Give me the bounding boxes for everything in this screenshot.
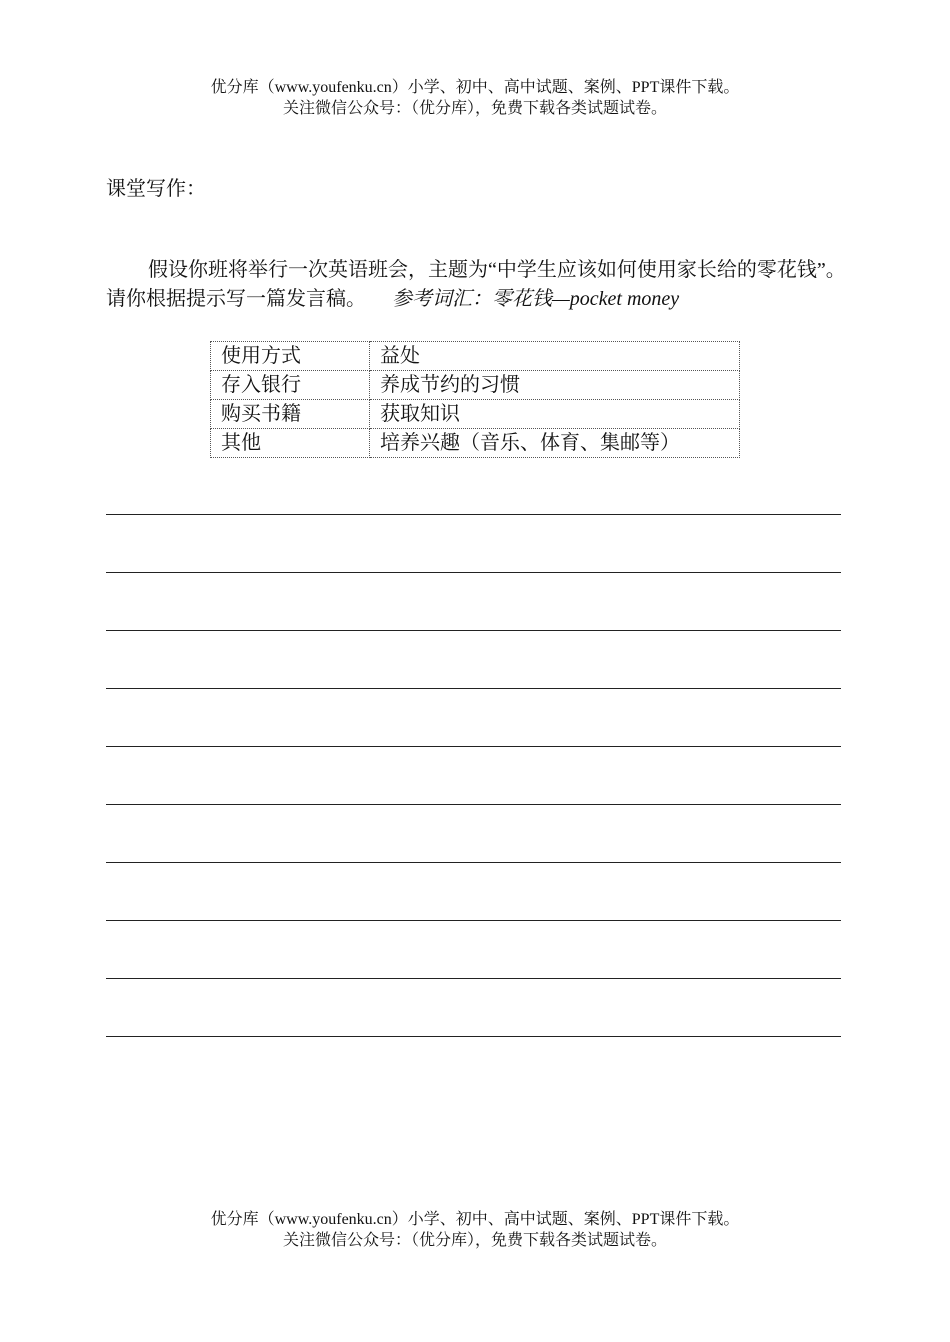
header-line-2: 关注微信公众号：（优分库），免费下载各类试题试卷。 — [282, 100, 667, 117]
table-cell: 购买书籍 — [211, 400, 370, 429]
table-header-cell: 益处 — [370, 342, 740, 371]
footer-line-2: 关注微信公众号：（优分库），免费下载各类试题试卷。 — [282, 1232, 667, 1249]
answer-line[interactable] — [106, 485, 841, 515]
usage-table — [210, 341, 740, 458]
answer-line[interactable] — [106, 659, 841, 689]
answer-line[interactable] — [106, 543, 841, 573]
table-header-cell: 使用方式 — [211, 342, 370, 371]
answer-line[interactable] — [106, 1007, 841, 1037]
table-row — [211, 371, 740, 400]
table-cell: 获取知识 — [370, 400, 740, 429]
answer-line[interactable] — [106, 891, 841, 921]
writing-prompt — [106, 256, 846, 314]
header-line-1: 优分库（www.youfenku.cn）小学、初中、高中试题、案例、PPT课件下载。 — [210, 79, 740, 96]
table-cell: 培养兴趣（音乐、体育、集邮等） — [370, 429, 740, 458]
section-title: 课堂写作： — [106, 178, 206, 200]
answer-line[interactable] — [106, 775, 841, 805]
table-header-row — [211, 342, 740, 371]
reference-vocabulary: 参考词汇：零花钱—pocket money — [392, 288, 680, 310]
table-row — [211, 400, 740, 429]
page-header — [0, 77, 950, 119]
answer-line[interactable] — [106, 949, 841, 979]
table-cell: 其他 — [211, 429, 370, 458]
page-footer — [0, 1209, 950, 1251]
answer-line[interactable] — [106, 717, 841, 747]
table-cell: 养成节约的习惯 — [370, 371, 740, 400]
table-cell: 存入银行 — [211, 371, 370, 400]
answer-area[interactable] — [106, 485, 841, 1065]
answer-line[interactable] — [106, 833, 841, 863]
answer-line[interactable] — [106, 601, 841, 631]
table-row — [211, 429, 740, 458]
footer-line-1: 优分库（www.youfenku.cn）小学、初中、高中试题、案例、PPT课件下载。 — [210, 1211, 740, 1228]
prompt-text: 假设你班将举行一次英语班会，主题为“中学生应该如何使用家长给的零花钱”。请你根据提示写一篇发言稿。 — [106, 259, 846, 310]
